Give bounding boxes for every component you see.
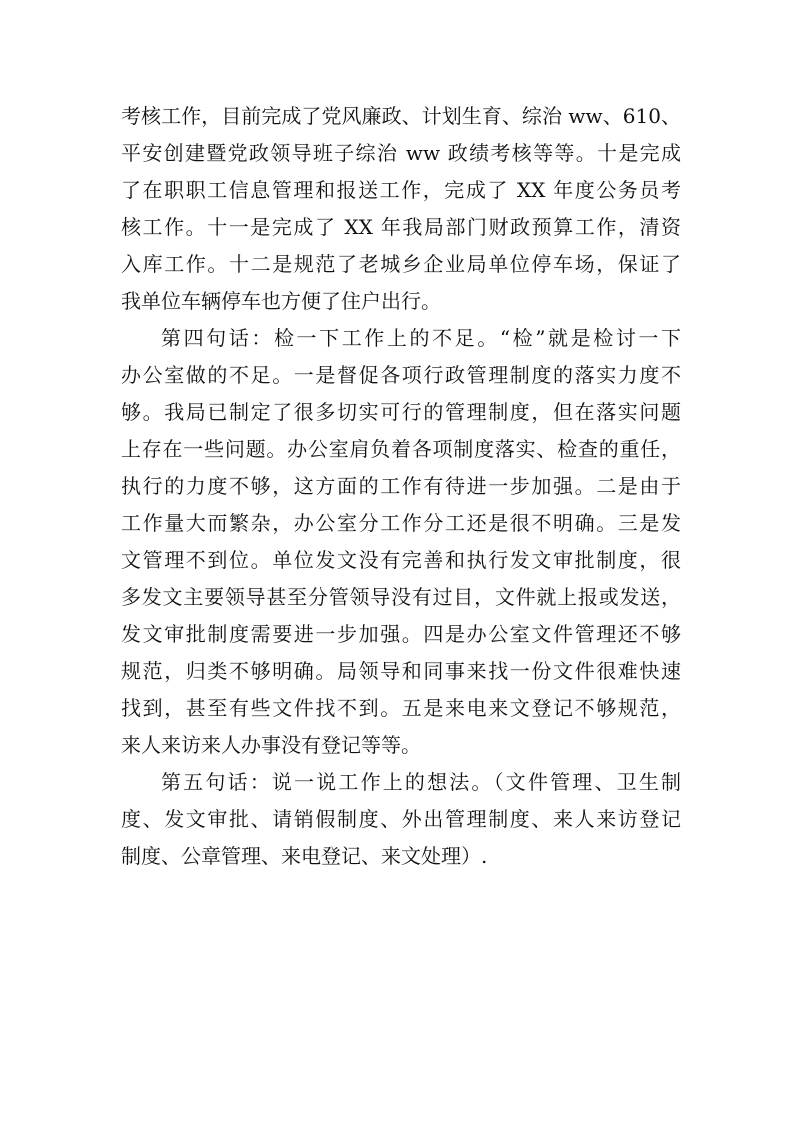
text-line: 我单位车辆停车也方便了住户出行。: [121, 289, 441, 313]
paragraph-2: [121, 320, 681, 764]
text-line: 文管理不到位。单位发文没有完善和执行发文审批制度，很: [121, 548, 681, 572]
text-line: 发文审批制度需要进一步加强。四是办公室文件管理还不够: [121, 622, 681, 646]
text-line: 上存在一些问题。办公室肩负着各项制度落实、检查的重任，: [121, 437, 681, 461]
text-line: 找到，甚至有些文件找不到。五是来电来文登记不够规范，: [121, 696, 681, 720]
text-line: 规范，归类不够明确。局领导和同事来找一份文件很难快速: [121, 659, 681, 683]
text-line: 办公室做的不足。一是督促各项行政管理制度的落实力度不: [121, 363, 681, 387]
document-body: [121, 98, 681, 875]
paragraph-1: [121, 98, 681, 320]
text-line: 度、发文审批、请销假制度、外出管理制度、来人来访登记: [121, 807, 681, 831]
text-line: 够。我局已制定了很多切实可行的管理制度，但在落实问题: [121, 400, 681, 424]
text-line: 第五句话：说一说工作上的想法。（文件管理、卫生制: [161, 770, 681, 794]
text-line: 考核工作，目前完成了党风廉政、计划生育、综治 ww、610、: [121, 104, 681, 128]
text-line: 工作量大而繁杂，办公室分工作分工还是很不明确。三是发: [121, 511, 681, 535]
text-line: 平安创建暨党政领导班子综治 ww 政绩考核等等。十是完成: [121, 141, 681, 165]
text-line: 来人来访来人办事没有登记等等。: [121, 733, 421, 757]
text-line: 入库工作。十二是规范了老城乡企业局单位停车场，保证了: [121, 252, 681, 276]
text-line: 制度、公章管理、来电登记、来文处理）.: [121, 844, 488, 868]
text-line: 核工作。十一是完成了 XX 年我局部门财政预算工作，清资: [121, 215, 681, 239]
text-line: 了在职职工信息管理和报送工作，完成了 XX 年度公务员考: [121, 178, 681, 202]
text-line: 第四句话：检一下工作上的不足。“检”就是检讨一下: [161, 326, 681, 350]
paragraph-3: [121, 764, 681, 875]
text-line: 执行的力度不够，这方面的工作有待进一步加强。二是由于: [121, 474, 681, 498]
text-line: 多发文主要领导甚至分管领导没有过目，文件就上报或发送，: [121, 585, 681, 609]
